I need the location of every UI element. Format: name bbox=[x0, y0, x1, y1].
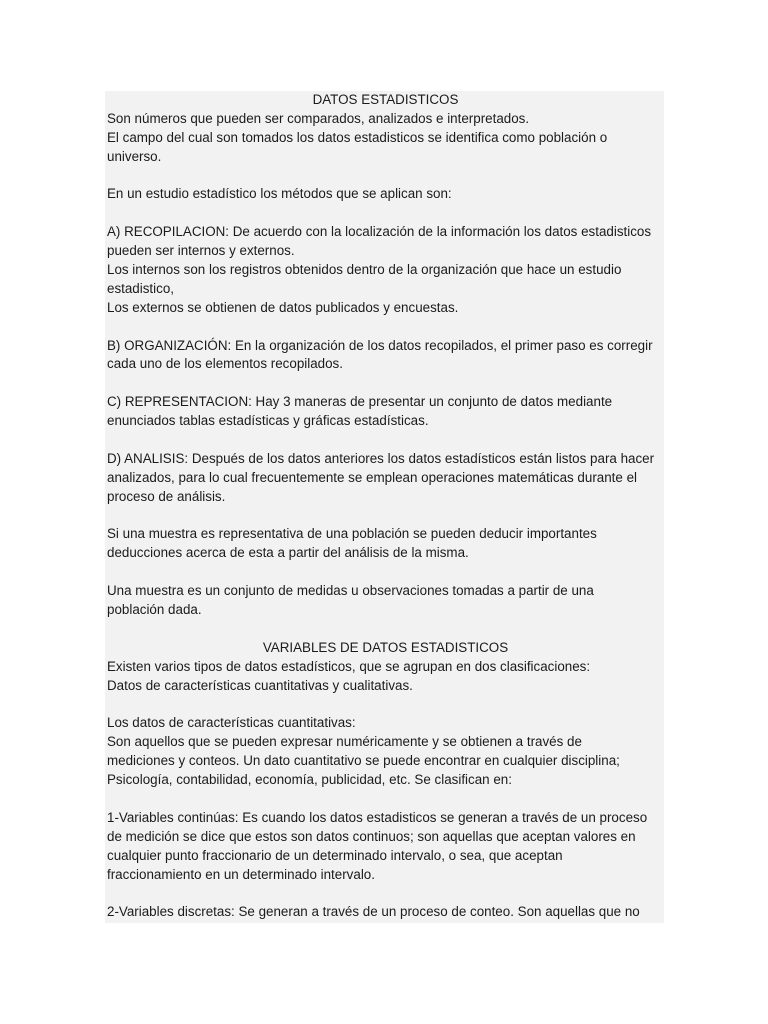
sample-paragraph-line: deducciones acerca de esta a partir del análisis de la misma. bbox=[107, 545, 469, 561]
paragraph-gap bbox=[107, 374, 664, 393]
section-b-line: B) ORGANIZACIÓN: En la organización de los datos recopilados, el primer paso es corregir bbox=[107, 337, 653, 353]
sample-definition-line: Una muestra es un conjunto de medidas u observaciones tomadas a partir de una bbox=[107, 583, 594, 599]
section-subtitle: VARIABLES DE DATOS ESTADISTICOS bbox=[262, 639, 509, 655]
continuous-variables-line: cualquier punto fraccionario de un determinado intervalo, o sea, que aceptan bbox=[107, 847, 563, 863]
paragraph-gap bbox=[107, 507, 664, 526]
section-c-line: C) REPRESENTACION: Hay 3 maneras de presentar un conjunto de datos mediante bbox=[107, 394, 613, 410]
quantitative-line: Los datos de características cuantitativas: bbox=[107, 715, 356, 731]
quantitative-line: Psicología, contabilidad, economía, publicidad, etc. Se clasifican en: bbox=[107, 772, 512, 788]
section-a-line: A) RECOPILACION: De acuerdo con la localización de la información los datos estadisticos bbox=[107, 224, 652, 240]
section-d-line: proceso de análisis. bbox=[107, 488, 226, 504]
intro-line: El campo del cual son tomados los datos estadisticos se identifica como población o bbox=[107, 129, 608, 145]
paragraph-gap bbox=[107, 620, 664, 639]
paragraph-gap bbox=[107, 204, 664, 223]
section-a-line: Los externos se obtienen de datos publicados y encuestas. bbox=[107, 299, 459, 315]
section-a-line: Los internos son los registros obtenidos dentro de la organización que hace un estudio bbox=[107, 262, 622, 278]
section-d-line: D) ANALISIS: Después de los datos anteriores los datos estadísticos están listos para hacer bbox=[107, 450, 655, 466]
section-d-line: analizados, para lo cual frecuentemente se emplean operaciones matemáticas durante el bbox=[107, 469, 637, 485]
quantitative-line: mediciones y conteos. Un dato cuantitativo se puede encontrar en cualquier disciplina; bbox=[107, 753, 620, 769]
sample-paragraph-line: Si una muestra es representativa de una población se pueden deducir importantes bbox=[107, 526, 597, 542]
variables-intro-line: Datos de características cuantitativas y cualitativas. bbox=[107, 677, 413, 693]
continuous-variables-line: fraccionamiento en un determinado intervalo. bbox=[107, 866, 375, 882]
continuous-variables-line: de medición se dice que estos son datos continuos; son aquellas que aceptan valores en bbox=[107, 828, 636, 844]
document-title: DATOS ESTADISTICOS bbox=[312, 92, 459, 107]
section-a-line: estadistico, bbox=[107, 280, 174, 296]
section-a-line: pueden ser internos y externos. bbox=[107, 243, 295, 259]
section-c-line: enunciados tablas estadísticas y gráficas estadísticas. bbox=[107, 413, 429, 429]
paragraph-gap bbox=[107, 563, 664, 582]
section-b-line: cada uno de los elementos recopilados. bbox=[107, 356, 343, 372]
document-text-block bbox=[105, 91, 664, 923]
methods-intro: En un estudio estadístico los métodos que se aplican son: bbox=[107, 186, 452, 202]
paragraph-gap bbox=[107, 167, 664, 186]
variables-intro-line: Existen varios tipos de datos estadísticos, que se agrupan en dos clasificaciones: bbox=[107, 658, 591, 674]
paragraph-gap bbox=[107, 884, 664, 903]
intro-line: universo. bbox=[107, 148, 162, 164]
paragraph-gap bbox=[107, 431, 664, 450]
quantitative-line: Son aquellos que se pueden expresar numéricamente y se obtienen a través de bbox=[107, 734, 582, 750]
continuous-variables-line: 1-Variables continúas: Es cuando los datos estadisticos se generan a través de un proceso bbox=[107, 809, 648, 825]
paragraph-gap bbox=[107, 696, 664, 715]
paragraph-gap bbox=[107, 790, 664, 809]
discrete-variables-line: 2-Variables discretas: Se generan a través de un proceso de conteo. Son aquellas que no bbox=[107, 904, 640, 920]
sample-definition-line: población dada. bbox=[107, 602, 202, 618]
intro-line: Son números que pueden ser comparados, analizados e interpretados. bbox=[107, 110, 530, 126]
paragraph-gap bbox=[107, 318, 664, 337]
